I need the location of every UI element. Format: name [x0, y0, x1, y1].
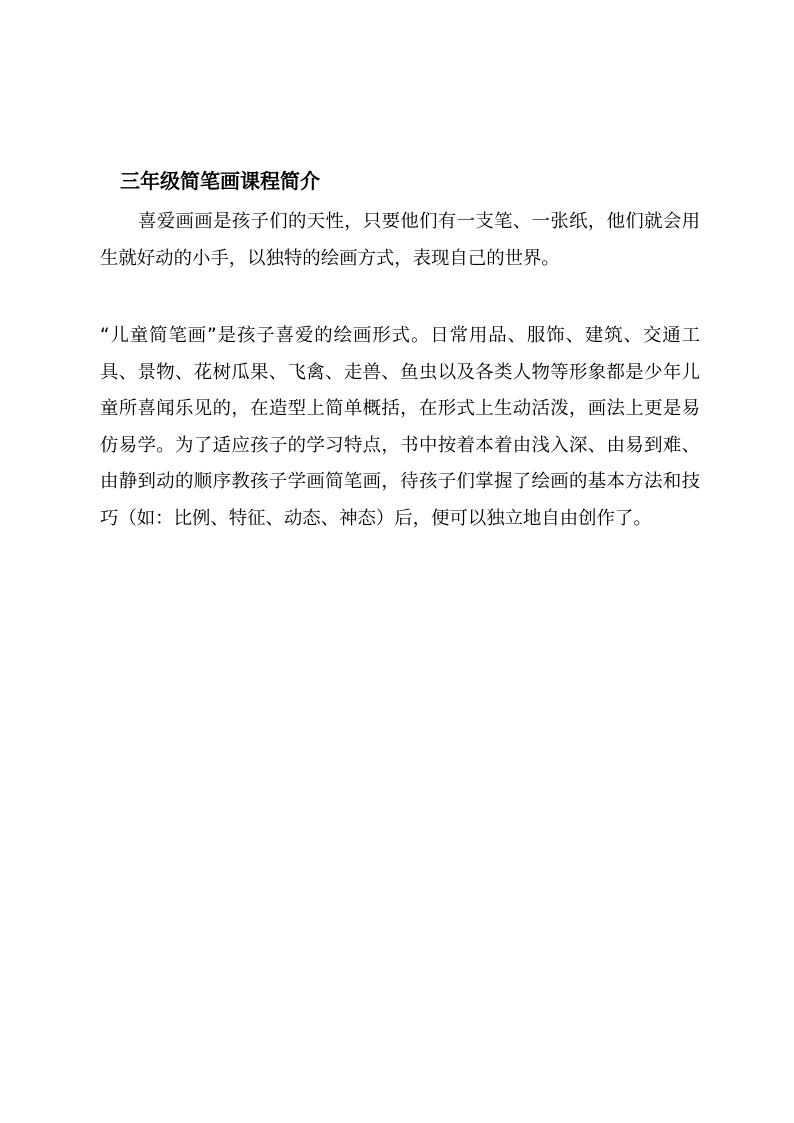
intro-paragraph: 喜爱画画是孩子们的天性，只要他们有一支笔、一张纸，他们就会用生就好动的小手，以独特的绘画方式，表现自己的世界。 [100, 211, 700, 269]
description-paragraph: “儿童简笔画”是孩子喜爱的绘画形式。日常用品、服饰、建筑、交通工具、景物、花树瓜果、飞禽、走兽、鱼虫以及各类人物等形象都是少年儿童所喜闻乐见的，在造型上简单概括，在形式上生动活泼，画法上更是易仿易学。为了适应孩子的学习特点，书中按着本着由浅入深、由易到难、由静到动的顺序教孩子学画简笔画，待孩子们掌握了绘画的基本方法和技巧（如：比例、特征、动态、神态）后，便可以独立地自由创作了。 [100, 325, 700, 529]
document-title: 三年级简笔画课程简介 [120, 169, 320, 193]
